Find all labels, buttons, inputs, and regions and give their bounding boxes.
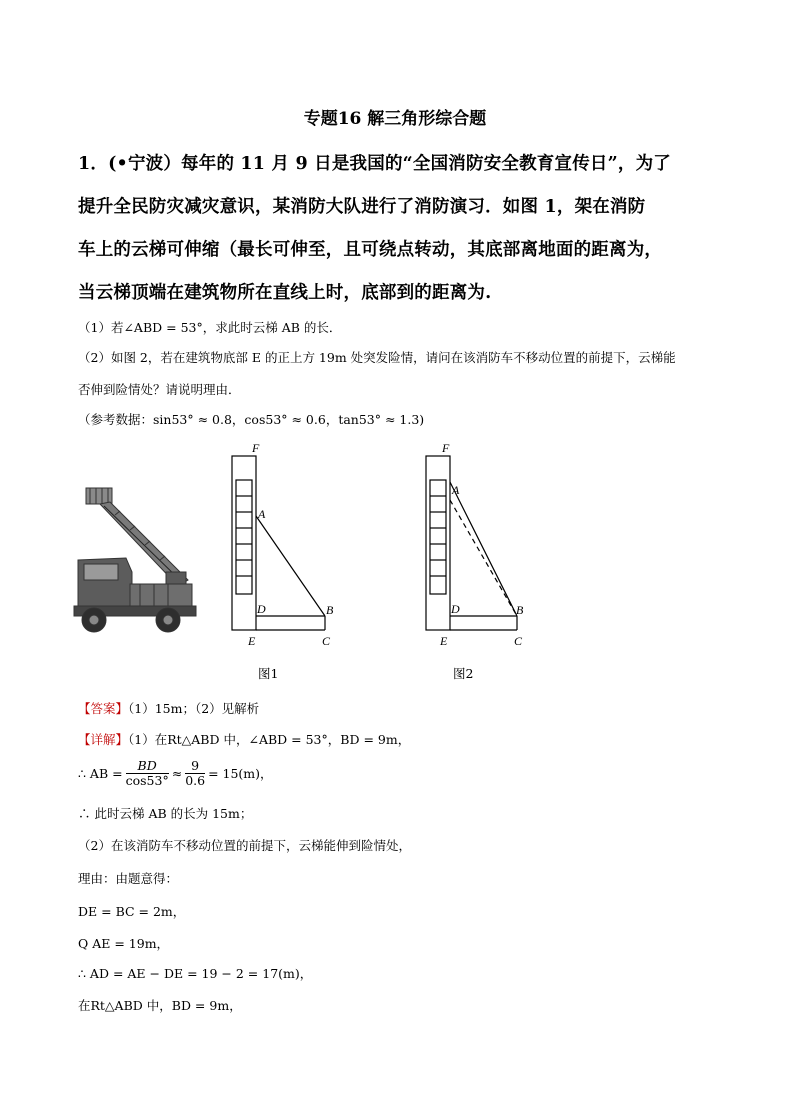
label-d: D bbox=[257, 602, 266, 616]
solution-line-9: 在Rt△ABD 中，BD = 9m， bbox=[78, 998, 242, 1013]
fraction-9-over-0.6 bbox=[185, 759, 205, 788]
solution-line-6: DE = BC = 2m， bbox=[78, 904, 186, 919]
label-b: B bbox=[516, 603, 524, 617]
label-e: E bbox=[248, 634, 256, 648]
fire-truck-image bbox=[70, 480, 200, 640]
label-f: F bbox=[442, 441, 450, 455]
question-1: （1）若∠ABD = 53°，求此时云梯 AB 的长． bbox=[78, 320, 342, 335]
answer-text: （1）15m；（2）见解析 bbox=[128, 701, 260, 716]
label-c: C bbox=[322, 634, 331, 648]
approx-sign: ≈ bbox=[171, 765, 183, 781]
solution-tag: 【详解】 bbox=[78, 732, 129, 747]
fraction-bd-cos bbox=[126, 759, 169, 788]
solution-line-1 bbox=[78, 730, 410, 748]
label-a: A bbox=[258, 507, 266, 521]
question-2-line-1: （2）如图 2，若在建筑物底部 E 的正上方 19m 处突发险情，请问在该消防车不移动位置的前提下，云梯能 bbox=[78, 350, 676, 365]
reference-data: （参考数据：sin53° ≈ 0.8，cos53° ≈ 0.6，tan53° ≈ 1.3) bbox=[78, 412, 425, 427]
figure-2-diagram bbox=[414, 440, 544, 655]
solution-line-3: ∴ 此时云梯 AB 的长为 15m； bbox=[78, 806, 253, 821]
solution-step-2-suffix: = 15(m)， bbox=[208, 766, 273, 781]
figure-1-caption: 图1 bbox=[258, 666, 279, 681]
answer-tag: 【答案】 bbox=[78, 701, 129, 716]
label-a: A bbox=[452, 483, 460, 497]
page-title: 专题16 解三角形综合题 bbox=[303, 109, 487, 129]
figure-2-caption: 图2 bbox=[453, 666, 474, 681]
problem-line-1: 1．(•宁波）每年的 11 月 9 日是我国的“全国消防安全教育宣传日”，为了 bbox=[78, 154, 671, 174]
problem-line-3: 车上的云梯可伸缩（最长可伸至，且可绕点转动，其底部离地面的距离为， bbox=[78, 240, 663, 260]
label-d: D bbox=[451, 602, 460, 616]
solution-step-2-prefix: ∴ AB = bbox=[78, 765, 123, 781]
fraction-numerator: 9 bbox=[185, 759, 205, 774]
label-b: B bbox=[326, 603, 334, 617]
label-f: F bbox=[252, 441, 260, 455]
fraction-denominator: cos53° bbox=[125, 772, 169, 788]
fraction-numerator: BD bbox=[126, 759, 169, 774]
fraction-denominator: 0.6 bbox=[185, 772, 206, 788]
problem-line-4: 当云梯顶端在建筑物所在直线上时，底部到的距离为. bbox=[78, 283, 492, 303]
solution-line-7: Q AE = 19m， bbox=[78, 936, 170, 951]
problem-line-2: 提升全民防灾减灾意识，某消防大队进行了消防演习．如图 1，架在消防 bbox=[78, 197, 646, 217]
solution-line-4: （2）在该消防车不移动位置的前提下，云梯能伸到险情处， bbox=[78, 838, 411, 853]
figure-1-diagram bbox=[220, 440, 350, 655]
solution-line-2 bbox=[78, 755, 273, 791]
label-c: C bbox=[514, 634, 523, 648]
solution-step-1: （1）在Rt△ABD 中，∠ABD = 53°，BD = 9m， bbox=[128, 732, 411, 747]
answer-line bbox=[78, 699, 259, 717]
solution-line-5: 理由：由题意得： bbox=[78, 871, 179, 886]
label-e: E bbox=[440, 634, 448, 648]
question-2-line-2: 否伸到险情处？请说明理由． bbox=[78, 382, 241, 397]
solution-line-8: ∴ AD = AE − DE = 19 − 2 = 17(m)， bbox=[78, 966, 313, 981]
